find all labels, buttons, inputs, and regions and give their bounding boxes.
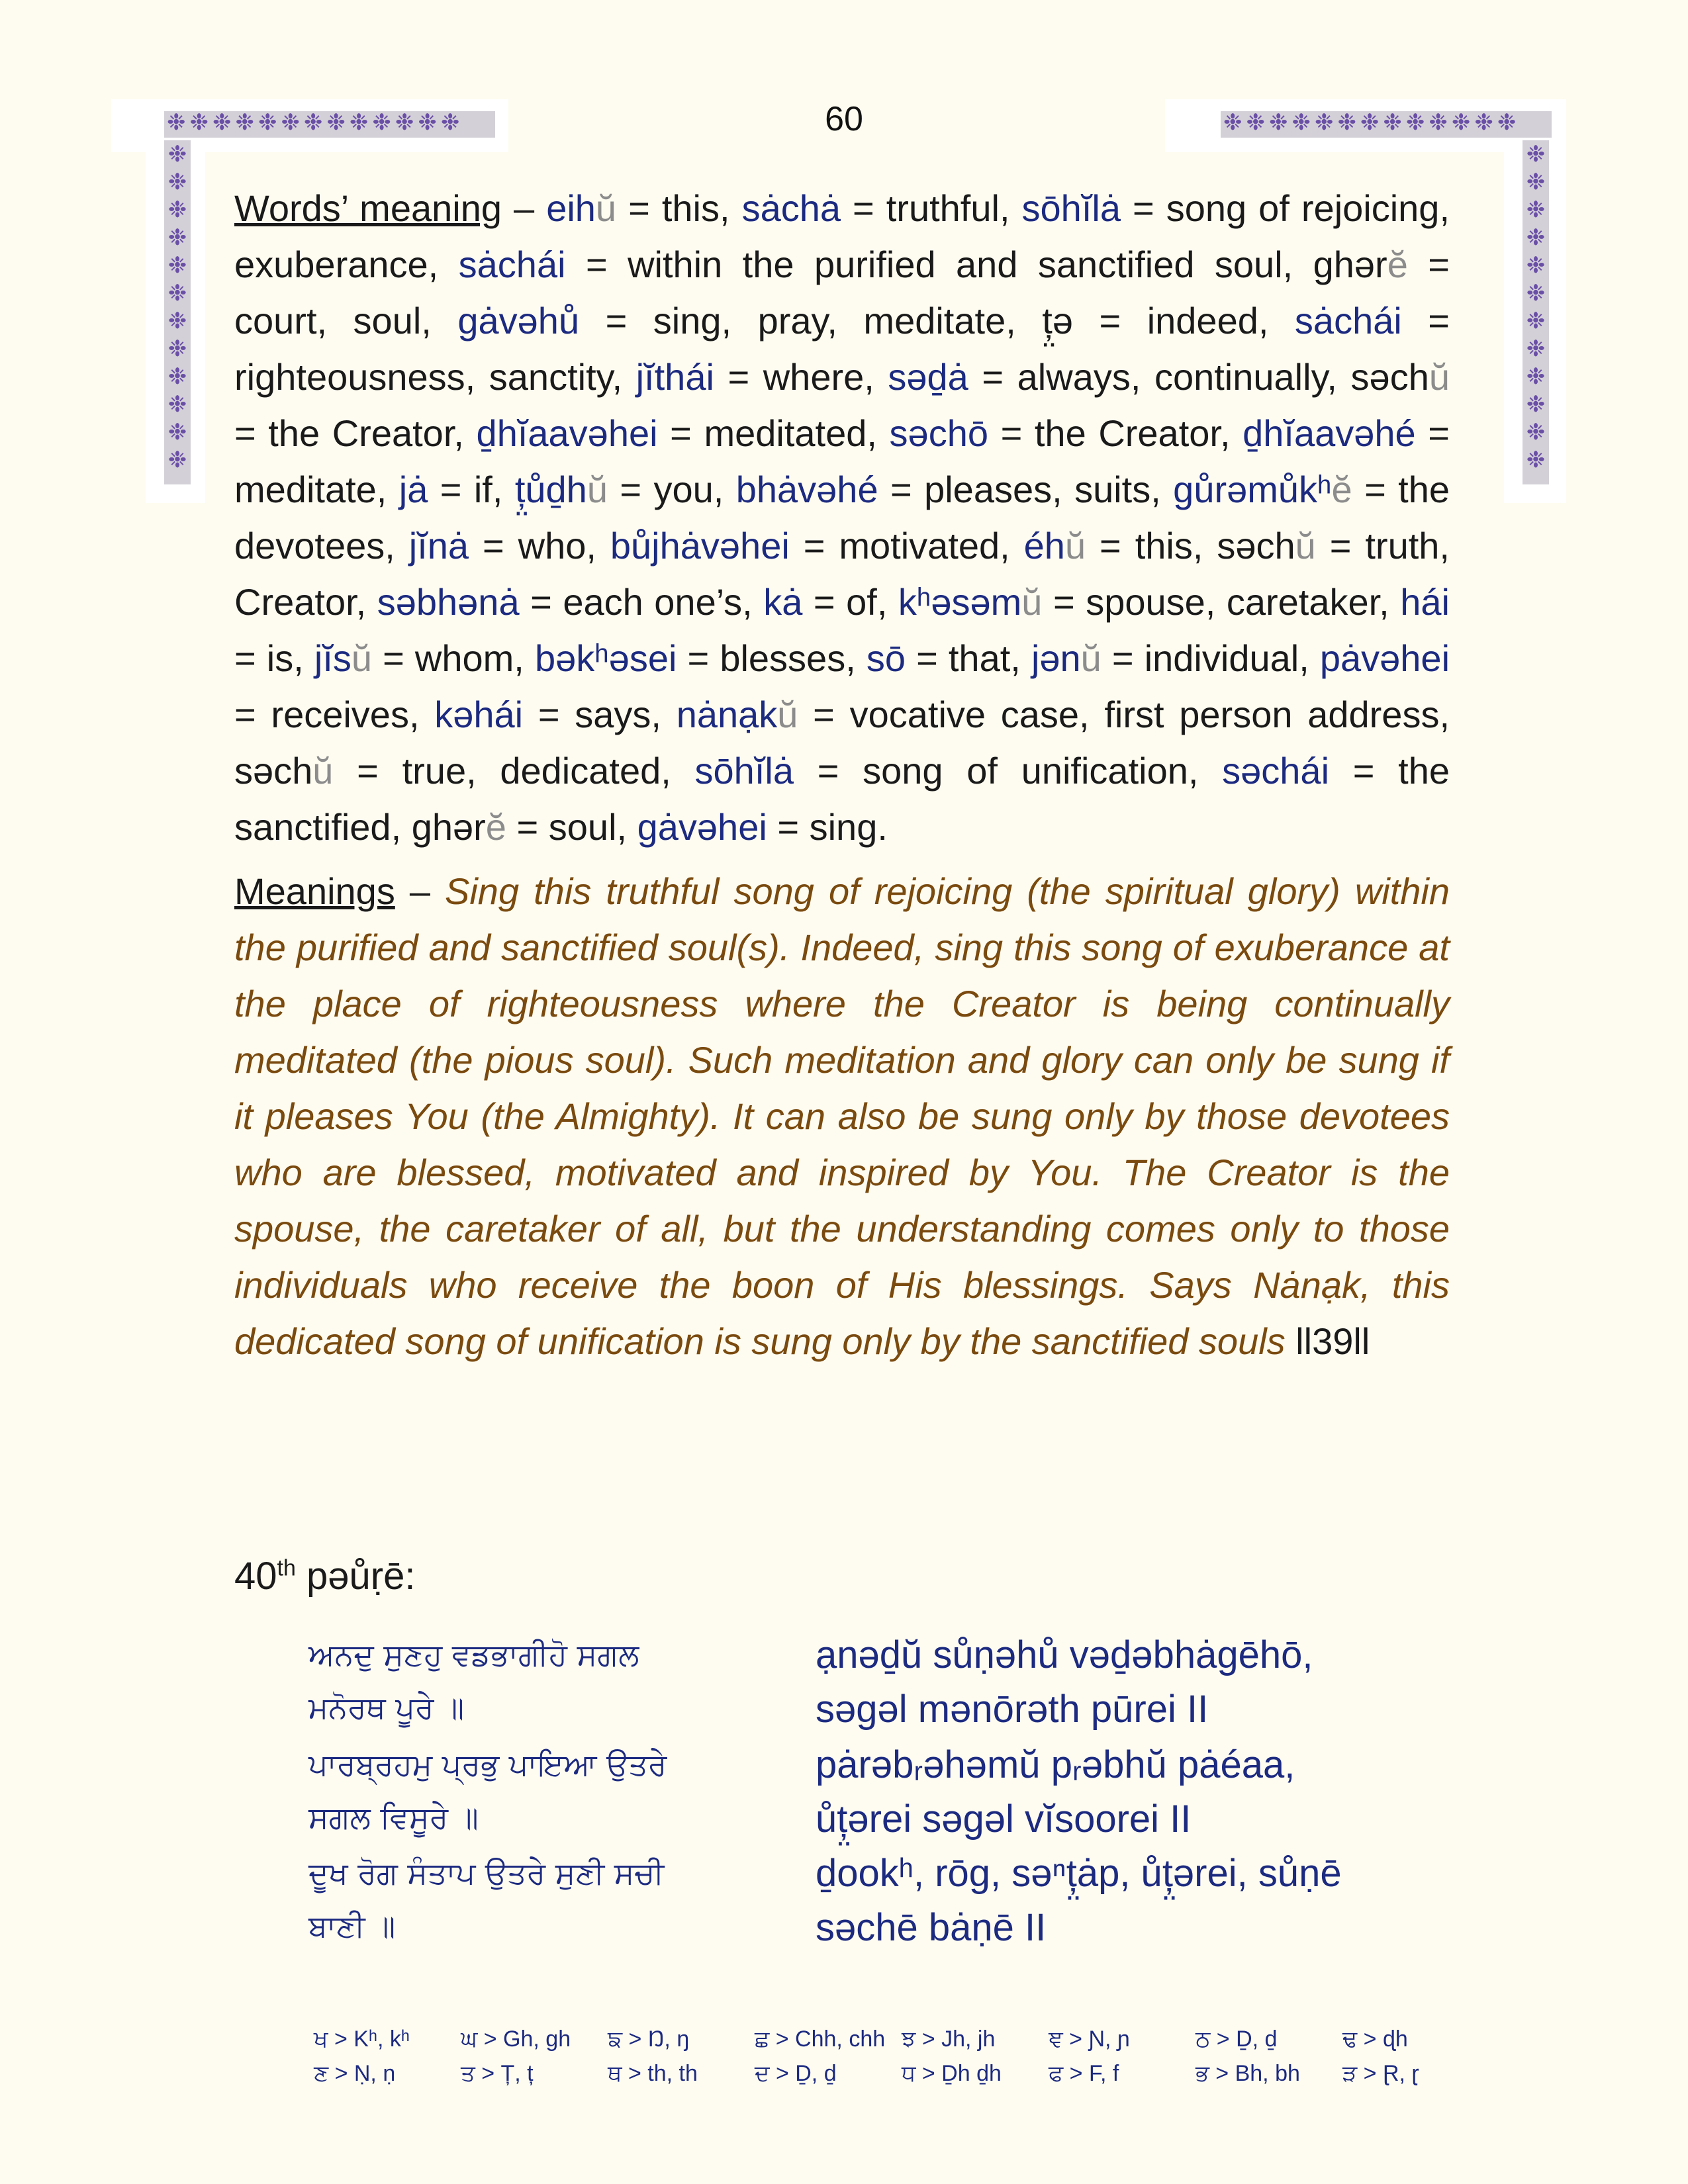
meanings-dash: – [395,870,445,912]
term-meaning: = is, [234,637,314,679]
translit-line: ạnəḏŭ sůṇəhů vəḏəbhȧgēhō, [816,1633,1313,1676]
term-meaning: səch [1350,356,1429,398]
term-meaning: = meditated, [657,412,890,454]
term-meaning: = if, [428,469,515,510]
key-item: ਘ > Gh, gh [461,2026,571,2052]
term-suffix: ŭ [777,694,798,735]
term: bəkʰəsei [534,637,677,679]
term-suffix: ŭ [312,750,334,792]
term-meaning: = whom, [372,637,535,679]
gurmukhi-line: ਮਨੋਰਥ ਪੂਰੇ ॥ [308,1690,465,1725]
term-meaning: ghər [1313,244,1387,285]
term-suffix: ĕ [1387,244,1408,285]
ornament-border-top-right: ❉❉❉❉❉❉❉❉❉❉❉❉❉ [1221,111,1552,138]
term-meaning: = the sanctified, [234,750,1450,848]
term-meaning: = vocative case, first person address, [798,694,1450,735]
words-meaning-heading: Words’ meaning [234,187,502,229]
key-item: ਞ > Ɲ, ɲ [1049,2026,1130,2052]
term: sȧchȧ [741,187,841,229]
transliteration-key-row-1 [314,2026,1492,2052]
page-number: 60 [825,100,863,138]
key-item: ਦ > Ḏ, ḏ [755,2061,837,2086]
term-meaning: səch [1217,525,1295,567]
term: kȧ [763,581,803,623]
meanings-paragraph [234,863,1450,1369]
term-meaning: = truthful, [841,187,1022,229]
term-meaning: = song of unification, [793,750,1223,792]
translit-line: ůț̤ərei səgəl vĭsoorei II [816,1797,1192,1841]
term: səbhənȧ [377,581,520,623]
translit-verse-3 [816,1846,1477,1955]
term: éh [1023,525,1065,567]
term: jĭnȧ [408,525,469,567]
term: sȧchái [1294,300,1402,341]
term: pȧvəhei [1319,637,1450,679]
term-meaning: = truth, Creator, [234,525,1450,623]
term: ḏhĭaavəhé [1243,412,1416,454]
verse-number: ll39ll [1285,1320,1370,1362]
term-meaning: = you, [607,469,736,510]
key-item: ਣ > Ṇ, ṇ [314,2061,396,2086]
term-suffix: ŭ [1064,525,1086,567]
pauri-label: pəůṛē: [295,1555,416,1598]
translit-line: pȧrəbᵣəhəmŭ pᵣəbhŭ pȧéaa, [816,1743,1295,1786]
term-meaning: = true, dedicated, [333,750,695,792]
term: kəhái [434,694,524,735]
term-meaning: səch [234,750,313,792]
term-meaning: = that, [906,637,1031,679]
term-meaning: = sing, pray, meditate, [579,300,1043,341]
key-item: ਛ > Chh, chh [755,2026,886,2052]
term: sȧchái [458,244,566,285]
key-item: ੜ > Ɽ, ɽ [1342,2061,1419,2086]
key-item: ਧ > Ḏh ḏh [902,2061,1002,2086]
term-meaning: = always, continually, [968,356,1351,398]
gurmukhi-line: ਦੂਖ ਰੋਗ ਸੰਤਾਪ ਉਤਰੇ ਸੁਣੀ ਸਚੀ [308,1855,665,1891]
term: bhȧvəhé [735,469,878,510]
heading-dash: – [501,187,547,229]
term: kʰəsəm [898,581,1022,623]
term-meaning: = motivated, [789,525,1024,567]
gurmukhi-verse-3 [308,1846,719,1952]
key-item: ਖ > Kʰ, kʰ [314,2026,410,2052]
term: jĭs [314,637,352,679]
key-item: ਢ > ɖh [1342,2026,1408,2052]
term-meaning: = the Creator, [234,412,477,454]
meanings-heading: Meanings [234,870,395,912]
key-item: ਠ > Ḏ, ḏ [1196,2026,1278,2052]
term-suffix: ŭ [351,637,373,679]
translit-verse-1 [816,1628,1477,1737]
term-suffix: ŭ [1021,581,1043,623]
meanings-text: Sing this truthful song of rejoicing (the spiritual glory) within the purified and sanctified soul(s). Indeed, sing this song of exuberance at the place of righteousness where the Creator is being continually meditated (the pious soul). Such meditation and glory can only be sung if it pleases You (the Almighty). It can also be sung only by those devotees who are blessed, motivated and inspired by You. The Creator is the spouse, the caretaker of all, but the understanding comes only to those individuals who receive the boon of His blessings. Says Nȧnạk, this dedicated song of unification is sung only by the sanctified souls [234,870,1450,1362]
pauri-number: 40 [234,1555,277,1598]
key-item: ਭ > Bh, bh [1196,2061,1300,2086]
term-meaning: ghər [411,806,486,848]
gurmukhi-verse-1 [308,1628,719,1734]
term-meaning: ț̤ə = indeed, [1042,300,1295,341]
gurmukhi-verse-2 [308,1738,719,1844]
term-meaning: = meditate, [234,412,1450,510]
gurmukhi-line: ਬਾਣੀ ॥ [308,1908,396,1944]
term: eih [546,187,596,229]
translit-line: səgəl mənōrəth pūrei II [816,1688,1209,1731]
term: sōhĭlȧ [1021,187,1121,229]
term-suffix: ĕ [485,806,506,848]
term-meaning: = song of rejoicing, exuberance, [234,187,1450,285]
term: gůrəmůkʰ [1173,469,1332,510]
term-meaning: = blesses, [677,637,867,679]
key-item: ਤ > Ț, ț [461,2061,534,2086]
key-item: ਥ > th, th [608,2061,698,2086]
term: jĭthái [635,356,714,398]
term-suffix: ŭ [586,469,608,510]
term-suffix: ŭ [1295,525,1316,567]
term-meaning: = spouse, caretaker, [1042,581,1401,623]
term-suffix: ŭ [595,187,617,229]
term: jən [1031,637,1081,679]
translit-line: səchē bȧṇē II [816,1906,1047,1949]
translit-verse-2 [816,1738,1477,1846]
term-meaning: = soul, [506,806,637,848]
transliteration-key-row-2 [314,2061,1492,2087]
term: ț̤ůḏh [514,469,587,510]
term-meaning: = sing. [767,806,888,848]
key-item: ਫ > F, f [1049,2061,1119,2086]
key-item: ਝ > Jh, jh [902,2026,996,2052]
ornament-border-right: ❉❉❉❉❉❉❉❉❉❉❉❉ [1523,140,1549,484]
term-meaning: = of, [802,581,898,623]
term: gȧvəhů [457,300,580,341]
term-meaning: = individual, [1101,637,1320,679]
term-meaning: = within the purified and sanctified soul, [565,244,1313,285]
pauri-suffix: th [277,1555,296,1581]
term-meaning: = the Creator, [988,412,1243,454]
key-item: ਙ > Ŋ, ŋ [608,2026,690,2052]
term-meaning: = who, [469,525,610,567]
term-meaning: = each one’s, [519,581,764,623]
content [234,180,1450,1406]
pauri-title [234,1554,415,1598]
term-meaning: = where, [714,356,888,398]
term-meaning: = pleases, suits, [878,469,1174,510]
gurmukhi-line: ਸਗਲ ਵਿਸੂਰੇ ॥ [308,1799,479,1835]
ornament-border-top-left: ❉❉❉❉❉❉❉❉❉❉❉❉❉ [164,111,495,138]
term: ḏhĭaavəhei [476,412,658,454]
term: sōhĭlȧ [694,750,794,792]
term-suffix: ŭ [1080,637,1102,679]
term-meaning: = righteousness, sanctity, [234,300,1450,398]
term-meaning: = this, [1086,525,1217,567]
term-meaning: = court, soul, [234,244,1450,341]
term: sō [866,637,906,679]
term-meaning: = this, [616,187,742,229]
term: bůjhȧvəhei [610,525,790,567]
translit-line: ḏookʰ, rōg, səⁿț̤ȧp, ůț̤ərei, sůṇē [816,1852,1342,1895]
ornament-border-left: ❉❉❉❉❉❉❉❉❉❉❉❉ [164,140,191,484]
term: nȧnạk [676,694,778,735]
gurmukhi-line: ਪਾਰਬ੍ਰਹਮੁ ਪ੍ਰਭੁ ਪਾਇਆ ਉਤਰੇ [308,1747,667,1782]
term: səchái [1222,750,1330,792]
term-suffix: ĕ [1331,469,1352,510]
term: jȧ [399,469,428,510]
term-meaning: = the devotees, [234,469,1450,567]
term: hái [1400,581,1450,623]
term: səḏȧ [888,356,968,398]
gurmukhi-line: ਅਨਦੁ ਸੁਣਹੁ ਵਡਭਾਗੀਹੋ ਸਗਲ [308,1637,639,1672]
words-meaning-paragraph [234,180,1450,855]
term-meaning: = says, [523,694,677,735]
term: səchō [889,412,988,454]
term: gȧvəhei [637,806,767,848]
term-suffix: ŭ [1429,356,1450,398]
term-meaning: = receives, [234,694,435,735]
